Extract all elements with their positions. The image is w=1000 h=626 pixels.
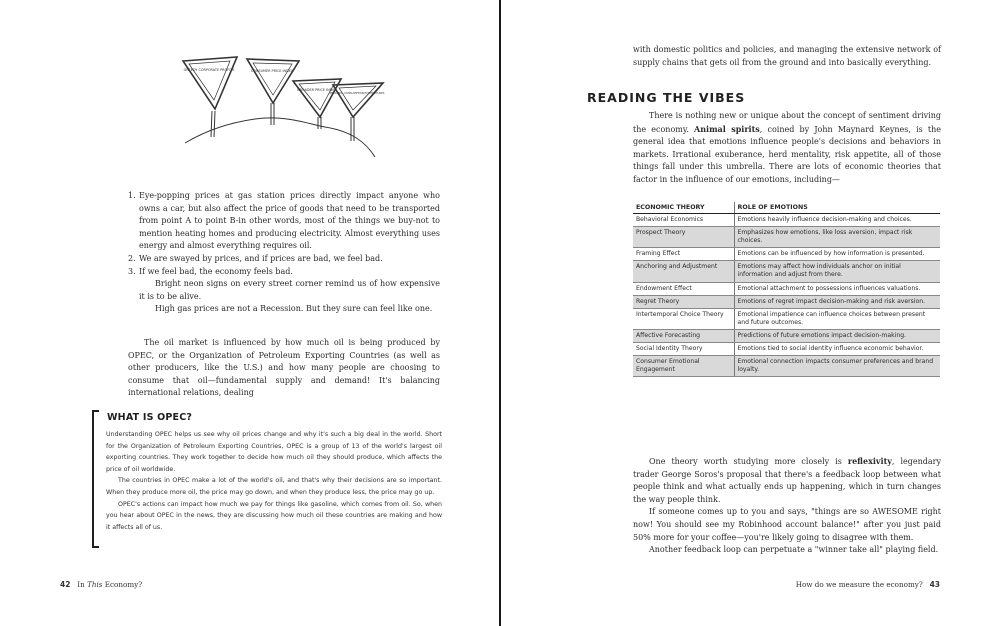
table-cell-theory: Prospect Theory	[633, 227, 734, 248]
body-text: , legendary trader George Soros's proposal that there's a feedback loop between what people think and what actually ends up happening, which in turn changes the way people think.	[633, 457, 941, 504]
table-row	[633, 343, 940, 356]
list-number: 2.	[128, 253, 136, 263]
section-heading: READING THE VIBES	[587, 90, 746, 105]
intro-paragraph	[633, 110, 941, 187]
table-row	[633, 214, 940, 227]
list-number: 3.	[128, 266, 136, 276]
table-cell-theory: Intertemporal Choice Theory	[633, 308, 734, 329]
table-cell-role: Emphasizes how emotions, like loss aversion, impact risk choices.	[734, 227, 940, 248]
table-row	[633, 261, 940, 282]
right-page	[501, 0, 1000, 626]
sign-label-1: GREEDY CORPORATE PROFITS	[183, 68, 235, 72]
list-tail-line: High gas prices are not a Recession. But they sure can feel like one.	[155, 304, 433, 314]
sidebar-title: WHAT IS OPEC?	[107, 412, 193, 423]
list-item	[128, 266, 440, 279]
intro-text: There is nothing new or unique about the concept of sentiment driving the economy.	[633, 111, 941, 134]
reflexivity-paragraph	[633, 455, 941, 506]
table-cell-theory: Anchoring and Adjustment	[633, 261, 734, 282]
running-title-italic: This	[87, 580, 103, 589]
table-cell-theory: Endowment Effect	[633, 282, 734, 295]
table-cell-theory: Social Identity Theory	[633, 343, 734, 356]
table-cell-theory: Affective Forecasting	[633, 329, 734, 342]
emotions-table	[633, 202, 940, 377]
list-text: If we feel bad, the economy feels bad.	[139, 266, 293, 276]
sign-label-3: BROADER PRICE INDEX	[297, 88, 337, 92]
table-row	[633, 329, 940, 342]
table-row	[633, 295, 940, 308]
table-cell-role: Emotions of regret impact decision-making and risk aversion.	[734, 295, 940, 308]
list-text: Eye-popping prices at gas station prices directly impact anyone who owns a car, but also affect the price of goods that need to be transported from point A to point B-in other words, most of the things we buy-not to mention heating homes and producing electricity. Almost everything uses energy and almost everything requires oil.	[139, 191, 440, 251]
table-row	[633, 356, 940, 377]
left-folio	[60, 580, 142, 589]
intro-text: , coined by John Maynard Keynes, is the general idea that emotions influence people's decisions and behaviors in markets. Irrational exuberance, herd mentality, risk appetite, all of those things fall under this umbrella. There are lots of economic theories that factor in the influence of our emotions, including—	[633, 124, 941, 184]
continued-paragraph: with domestic politics and policies, and managing the extensive network of supply chains that gets oil from the ground and into basically everything.	[633, 45, 941, 67]
list-item	[128, 190, 440, 253]
sidebar-paragraph: The countries in OPEC make a lot of the world's oil, and that's why their decisions are so important. When they produce more oil, the price may go down, and when they produce less, the price may go up.	[106, 477, 442, 496]
awesome-paragraph: If someone comes up to you and says, "things are so AWESOME right now! You should see my Robinhood account balance!" after you just paid 50% more for your coffee—you're likely going to disagree with them.	[633, 507, 941, 542]
winner-paragraph: Another feedback loop can perpetuate a "winner take all" playing field.	[649, 545, 939, 555]
bold-term: reflexivity	[847, 456, 892, 466]
page-number: 42	[60, 580, 71, 589]
table-row	[633, 282, 940, 295]
numbered-list	[128, 190, 440, 316]
intro-bold-term: Animal spirits	[694, 123, 760, 134]
table-row	[633, 248, 940, 261]
table-header-row	[633, 202, 940, 214]
sign-label-4: PERSONAL CONSUMPTION EXPENDITURES	[329, 92, 385, 95]
table-cell-role: Emotions can be influenced by how information is presented.	[734, 248, 940, 261]
table-row	[633, 227, 940, 248]
table-cell-theory: Regret Theory	[633, 295, 734, 308]
table-cell-theory: Consumer Emotional Engagement	[633, 356, 734, 377]
table-cell-role: Predictions of future emotions impact decision-making.	[734, 329, 940, 342]
page-number: 43	[929, 580, 940, 589]
list-text: We are swayed by prices, and if prices are bad, we feel bad.	[139, 253, 383, 263]
table-cell-role: Emotional impatience can influence choices between present and future outcomes.	[734, 308, 940, 329]
running-title-suffix: Economy?	[102, 580, 143, 589]
price-signs-illustration	[175, 45, 390, 165]
table-cell-role: Emotions may affect how individuals anchor on initial information and adjust from there.	[734, 261, 940, 282]
running-title-prefix: In	[77, 580, 88, 589]
table-cell-role: Emotional connection impacts consumer preferences and brand loyalty.	[734, 356, 940, 377]
left-page	[0, 0, 499, 626]
table-cell-theory: Framing Effect	[633, 248, 734, 261]
sidebar-paragraph: OPEC's actions can impact how much we pay for things like gasoline, which comes from oil. So, when you hear about OPEC in the news, they are discussing how much oil these countries are making and how it affects all of us.	[106, 500, 442, 531]
sidebar-bracket	[92, 410, 99, 548]
reflexivity-section	[633, 455, 941, 557]
table-cell-role: Emotions heavily influence decision-making and choices.	[734, 214, 940, 227]
table-cell-role: Emotions tied to social identity influence economic behavior.	[734, 343, 940, 356]
table-cell-theory: Behavioral Economics	[633, 214, 734, 227]
table-header: ROLE OF EMOTIONS	[734, 202, 940, 214]
sidebar-body	[106, 429, 442, 533]
list-item	[128, 253, 440, 266]
table-header: ECONOMIC THEORY	[633, 202, 734, 214]
list-tail-line: Bright neon signs on every street corner remind us of how expensive it is to be alive.	[139, 279, 440, 301]
sidebar-paragraph: Understanding OPEC helps us see why oil prices change and why it's such a big deal in the world. Short for the Organization of Petroleum Exporting Countries, OPEC is a group of 13 of the world's largest oil exporting countries. They work together to decide how much oil they should produce, which affects the price of oil worldwide.	[106, 431, 442, 473]
running-title: How do we measure the economy?	[795, 580, 923, 589]
table-row	[633, 308, 940, 329]
list-number: 1.	[128, 191, 136, 200]
sign-label-2: CONSUMER PRICE INDEX	[250, 69, 294, 73]
body-text: One theory worth studying more closely is	[649, 457, 848, 466]
right-folio	[796, 580, 940, 589]
oil-market-paragraph: The oil market is influenced by how much oil is being produced by OPEC, or the Organization of Petroleum Exporting Countries (as well as other producers, like the U.S.) and how many people are choosing to consume that oil—fundamental supply and demand! It's balancing international relations, dealing	[128, 338, 440, 398]
table-cell-role: Emotional attachment to possessions influences valuations.	[734, 282, 940, 295]
